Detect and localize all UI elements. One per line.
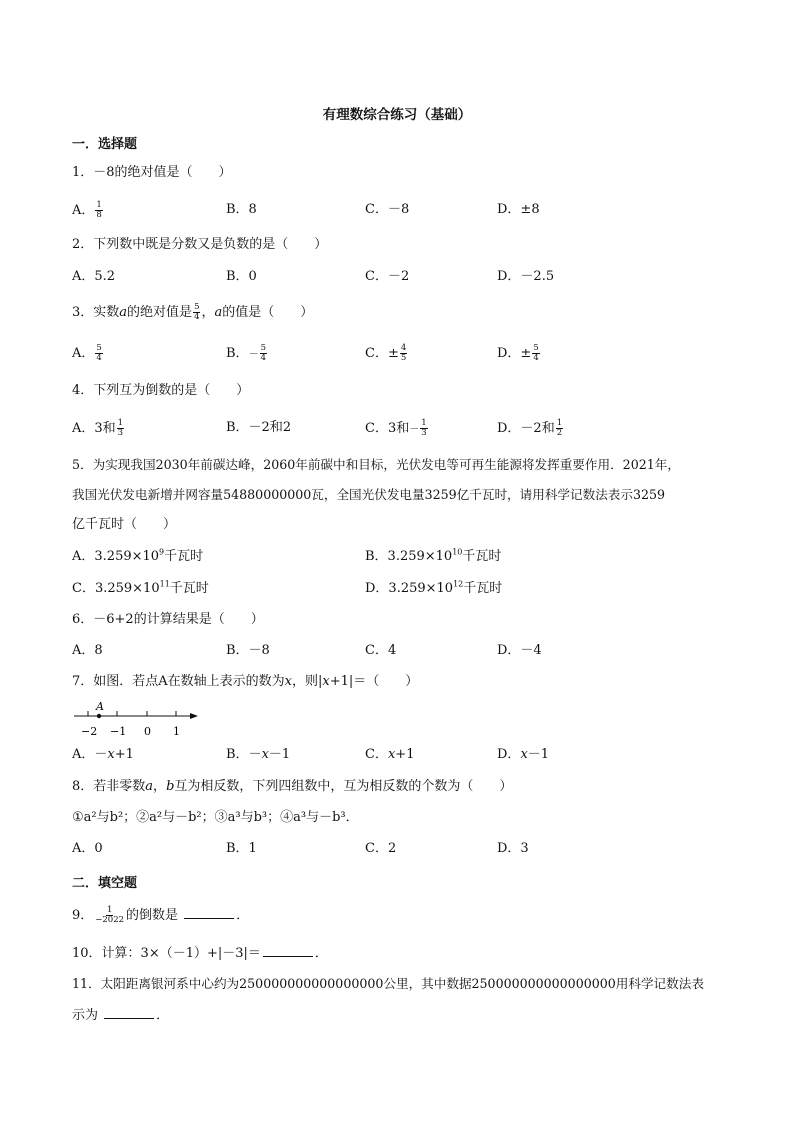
fraction-denominator: 4	[533, 353, 539, 363]
q3-option-b-label: B．	[226, 346, 249, 361]
q1-option-d: D．±8	[497, 202, 540, 217]
q5-stem-line1: 5．为实现我国2030年前碳达峰，2060年前碳中和目标，光伏发电等可再生能源将发挥重要作用．2021年，	[72, 457, 680, 472]
q11-end: ．	[156, 1008, 170, 1023]
q6-option-c: C．4	[365, 643, 397, 658]
q8-stem-text: 互为相反数，下列四组数中，互为相反数的个数为（ ）	[174, 779, 513, 794]
q4-stem: 4．下列互为倒数的是（ ）	[72, 383, 250, 398]
variable-x: x	[284, 674, 293, 689]
number-line-figure	[70, 700, 210, 740]
q4-option-c-label: C．3和	[365, 421, 410, 436]
q8-stem	[72, 778, 512, 796]
tick-label: 0	[144, 725, 151, 738]
fraction-numerator: 5	[260, 343, 266, 353]
q7-option-c	[365, 746, 414, 764]
fraction-denominator: 3	[421, 428, 427, 438]
q3-option-d-label: D．±	[497, 346, 532, 361]
q5-option-b	[365, 548, 501, 566]
fraction-denominator: −2022	[95, 915, 125, 925]
q3-option-a-label: A．	[72, 346, 95, 361]
q5-stem-line3: 亿千瓦时（ ）	[72, 517, 177, 532]
q5-option-d-text: D．3.259×10	[365, 581, 454, 596]
q2-option-d: D．－2.5	[497, 269, 555, 284]
point-a-dot	[97, 714, 101, 718]
q11-stem-line1: 11．太阳距离银河系中心约为250000000000000000公里，其中数据250000000000000000用科学记数法表	[72, 976, 704, 991]
minus-sign: －	[248, 349, 259, 360]
variable-a: a	[119, 305, 128, 320]
q7-option-c-text: C．	[365, 747, 388, 762]
q8-option-b: B．1	[226, 841, 257, 856]
answer-blank[interactable]	[263, 944, 313, 957]
fraction	[420, 419, 427, 438]
exponent: 10	[452, 547, 463, 557]
q5-option-d-unit: 千瓦时	[463, 581, 503, 596]
exponent: 9	[159, 547, 165, 557]
q3-stem-text: ，	[201, 305, 215, 320]
q3-stem-text: 3．实数	[72, 305, 120, 320]
variable-x: x	[520, 747, 528, 762]
fraction-numerator: 5	[194, 302, 200, 312]
q4-option-b: B．－2和2	[226, 420, 292, 435]
section-heading-choice: 一．选择题	[72, 137, 138, 152]
q5-stem-line2: 我国光伏发电新增并网容量54880000000瓦，全国光伏发电量3259亿千瓦时，请用科学记数法表示3259	[72, 487, 666, 502]
fraction-numerator: 4	[400, 343, 407, 353]
q7-stem-text: 7．如图．若点A在数轴上表示的数为	[72, 674, 285, 689]
q7-option-b-text: B．－	[226, 747, 262, 762]
q2-stem: 2．下列数中既是分数又是负数的是（ ）	[72, 237, 328, 252]
q1-option-b: B．8	[226, 202, 257, 217]
fraction	[260, 344, 267, 363]
q7-option-d-text: D．	[497, 747, 521, 762]
q8-option-c: C．2	[365, 841, 397, 856]
q2-option-c: C．－2	[365, 269, 410, 284]
q7-option-c-text: +1	[395, 747, 415, 762]
fraction	[117, 419, 124, 438]
variable-a: a	[145, 779, 154, 794]
section-heading-fill-in: 二．填空题	[72, 876, 138, 891]
q7-stem	[72, 673, 418, 691]
q11-stem-text: 示为	[72, 1008, 99, 1023]
fraction	[556, 419, 563, 438]
fraction	[94, 906, 125, 925]
q4-option-c	[365, 419, 429, 439]
minus-sign: －	[409, 424, 420, 435]
variable-x: x	[387, 747, 396, 762]
q10-stem	[72, 944, 328, 963]
point-a-label: A	[96, 700, 104, 713]
fraction-denominator: 4	[96, 353, 102, 363]
q5-option-c	[72, 580, 209, 598]
q7-option-a-text: +1	[114, 747, 134, 762]
q1-option-c: C．－8	[365, 202, 410, 217]
q9-stem-text: 的倒数是	[126, 908, 179, 923]
q9-number: 9．	[72, 908, 94, 923]
fraction-denominator: 8	[96, 210, 102, 220]
q3-option-b	[226, 344, 268, 364]
fraction-denominator: 5	[400, 353, 407, 363]
q7-option-a-text: A．－	[72, 747, 108, 762]
fraction	[193, 303, 200, 322]
q10-stem-text: 10．计算：3×（－1）+|－3|＝	[72, 946, 261, 961]
variable-x: x	[107, 747, 115, 762]
fraction-denominator: 3	[117, 428, 124, 438]
q5-option-a-text: A．3.259×10	[72, 549, 160, 564]
fraction	[95, 201, 102, 220]
fraction-numerator: 5	[533, 343, 539, 353]
q9-stem	[72, 906, 249, 925]
q5-option-d	[365, 580, 502, 598]
tick-label: −2	[81, 725, 98, 738]
q10-end: ．	[314, 946, 328, 961]
page-title: 有理数综合练习（基础）	[322, 107, 472, 123]
q6-option-b: B．－8	[226, 643, 270, 658]
q8-option-d: D．3	[497, 841, 529, 856]
fraction-denominator: 2	[556, 428, 563, 438]
q5-option-a-unit: 千瓦时	[164, 549, 204, 564]
q4-option-a	[72, 419, 125, 438]
fraction-numerator: 1	[421, 418, 427, 428]
arrow-head-icon	[190, 713, 198, 719]
q3-option-a	[72, 344, 104, 363]
q8-stem-text: ，	[153, 779, 167, 794]
q3-option-c	[365, 344, 408, 363]
q7-option-a	[72, 746, 134, 764]
fraction-numerator: 1	[96, 200, 102, 210]
q3-stem-text: 的值是（ ）	[222, 305, 314, 320]
fraction-numerator: 1	[106, 905, 113, 915]
q5-option-b-text: B．3.259×10	[365, 549, 453, 564]
tick-label: −1	[110, 725, 127, 738]
q7-option-b-text: －1	[268, 747, 291, 762]
q9-end: ．	[236, 908, 250, 923]
q6-stem: 6．－6+2的计算结果是（ ）	[72, 612, 264, 627]
q2-option-b: B．0	[226, 269, 257, 284]
q4-option-a-label: A．3和	[72, 421, 116, 436]
tick-label: 1	[173, 725, 180, 738]
fraction	[95, 344, 102, 363]
q8-option-a: A．0	[72, 841, 103, 856]
q6-option-a: A．8	[72, 643, 103, 658]
fraction-numerator: 1	[117, 418, 124, 428]
q7-stem-text: +1|＝（ ）	[329, 674, 419, 689]
fraction-numerator: 5	[96, 343, 102, 353]
fraction	[532, 344, 539, 363]
q1-option-a	[72, 201, 104, 220]
q6-option-d: D．－4	[497, 643, 542, 658]
q3-stem-text: 的绝对值是	[127, 305, 193, 320]
q7-stem-text: ，则|	[292, 674, 323, 689]
q4-option-d	[497, 419, 564, 438]
q7-option-b	[226, 746, 290, 764]
q7-option-d	[497, 746, 549, 764]
exponent: 12	[453, 579, 464, 589]
q1-option-a-label: A．	[72, 203, 95, 218]
variable-x: x	[261, 747, 269, 762]
q8-stem-text: 8．若非零数	[72, 779, 146, 794]
q5-option-c-text: C．3.259×10	[72, 581, 160, 596]
q3-option-c-label: C．±	[365, 346, 399, 361]
variable-b: b	[166, 779, 175, 794]
q4-option-d-label: D．－2和	[497, 421, 555, 436]
q8-groups: ①a²与b²；②a²与－b²；③a³与b³；④a³与－b³．	[72, 810, 359, 825]
q3-stem	[72, 303, 313, 322]
fraction-denominator: 4	[194, 312, 200, 322]
q5-option-a	[72, 548, 203, 566]
q5-option-c-unit: 千瓦时	[169, 581, 209, 596]
q5-option-b-unit: 千瓦时	[462, 549, 502, 564]
q2-option-a: A．5.2	[72, 269, 116, 284]
q1-stem: 1．－8的绝对值是（ ）	[72, 165, 232, 180]
variable-a: a	[214, 305, 223, 320]
fraction-numerator: 1	[556, 418, 563, 428]
fraction-denominator: 4	[260, 353, 266, 363]
variable-x: x	[322, 674, 330, 689]
fraction	[400, 344, 407, 363]
q11-stem-line2	[72, 1006, 169, 1025]
exponent: 11	[159, 579, 170, 589]
answer-blank[interactable]	[184, 906, 234, 919]
answer-blank[interactable]	[104, 1006, 154, 1019]
q7-option-d-text: －1	[527, 747, 550, 762]
q3-option-d	[497, 344, 541, 363]
